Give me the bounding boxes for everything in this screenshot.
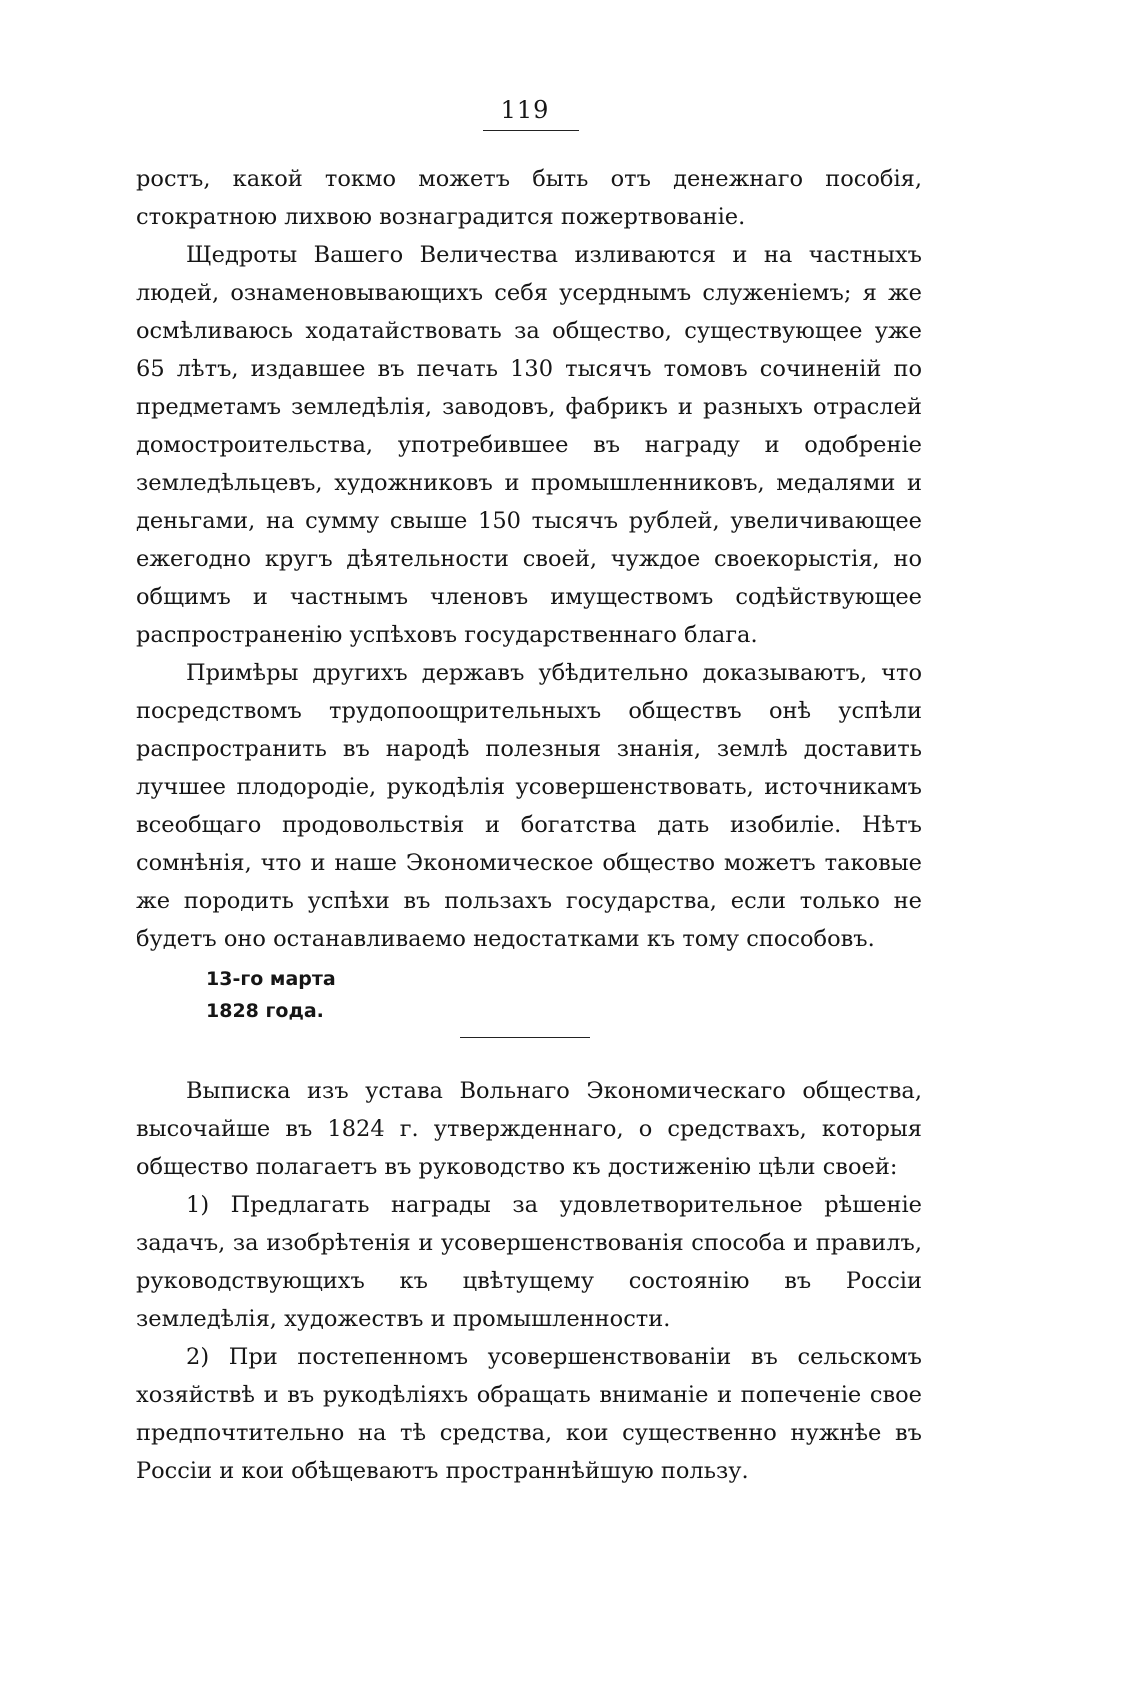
- statute-item-1: 1) Предлагать награды за удовлетворительное рѣшеніе задачъ, за изобрѣтенія и усовершенствованія способа и правилъ, руководствующихъ къ цвѣтущему состоянію въ Россіи земледѣлія, художествъ и промышленности.: [136, 1192, 922, 1332]
- section-divider: [460, 1037, 590, 1038]
- letter-date: [206, 963, 336, 1027]
- letter-date-year: 1828 года.: [206, 1000, 324, 1022]
- letter-date-day: 13-го марта: [206, 968, 336, 990]
- letter-paragraph-examples: Примѣры другихъ державъ убѣдительно доказываютъ, что посредствомъ трудопоощрительныхъ обществъ онѣ успѣли распространить въ народѣ полезныя знанія, землѣ доставить лучшее плодородіе, рукодѣлія усовершенствовать, источникамъ всеобщаго продовольствія и богатства дать изобиліе. Нѣтъ сомнѣнія, что и наше Экономическое общество можетъ таковые же породить успѣхи въ пользахъ государства, если только не будетъ оно останавливаемо недостатками къ тому способовъ.: [136, 660, 922, 952]
- letter-body: [136, 160, 922, 958]
- page-number-underline: [483, 130, 579, 131]
- letter-paragraph-generosity: Щедроты Вашего Величества изливаются и на частныхъ людей, ознаменовывающихъ себя усерднымъ служеніемъ; я же осмѣливаюсь ходатайствовать за общество, существующее уже 65 лѣтъ, издавшее въ печать 130 тысячъ томовъ сочиненій по предметамъ земледѣлія, заводовъ, фабрикъ и разныхъ отраслей домостроительства, употребившее въ награду и одобреніе земледѣльцевъ, художниковъ и промышленниковъ, медалями и деньгами, на сумму свыше 150 тысячъ рублей, увеличивающее ежегодно кругъ дѣятельности своей, чуждое своекорыстія, но общимъ и частнымъ членовъ имуществомъ содѣйствующее распространенію успѣховъ государственнаго блага.: [136, 242, 922, 648]
- page-number: 119: [500, 96, 550, 124]
- statute-heading-paragraph: Выписка изъ устава Вольнаго Экономическаго общества, высочайше въ 1824 г. утвержденнаго, о средствахъ, которыя общество полагаетъ въ руководство къ достиженію цѣли своей:: [136, 1078, 922, 1180]
- letter-paragraph-continuation: ростъ, какой токмо можетъ быть отъ денежнаго пособія, стократною лихвою вознаградится пожертвованіе.: [136, 166, 922, 230]
- statute-extract: [136, 1072, 922, 1490]
- statute-item-2: 2) При постепенномъ усовершенствованіи въ сельскомъ хозяйствѣ и въ рукодѣліяхъ обращать вниманіе и попеченіе свое предпочтительно на тѣ средства, кои существенно нужнѣе въ Россіи и кои обѣщеваютъ пространнѣйшую пользу.: [136, 1344, 922, 1484]
